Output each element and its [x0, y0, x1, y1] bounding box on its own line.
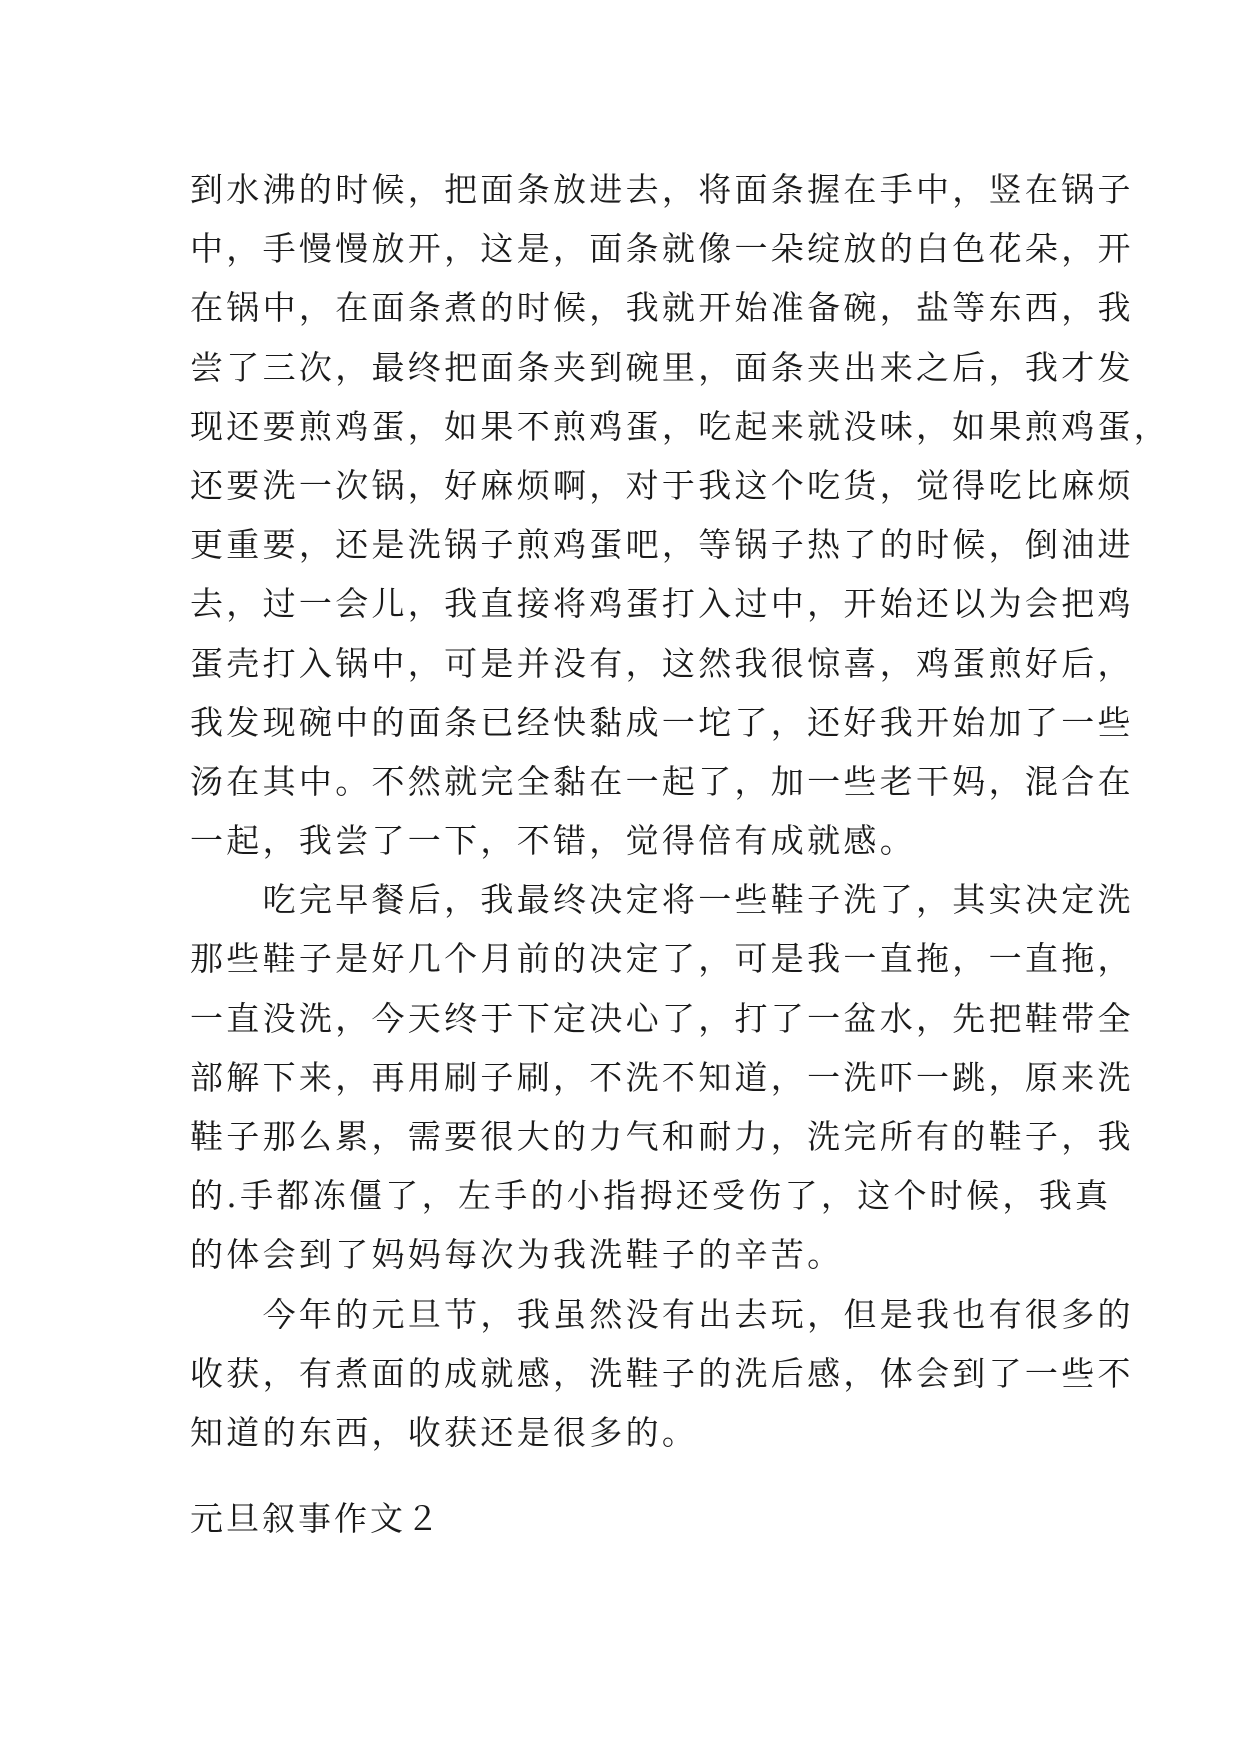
text-line: 今年的元旦节，我虽然没有出去玩，但是我也有很多的: [190, 1294, 1134, 1334]
text-line: 还要洗一次锅，好麻烦啊，对于我这个吃货，觉得吃比麻烦: [190, 465, 1134, 505]
text-line: 鞋子那么累，需要很大的力气和耐力，洗完所有的鞋子，我: [190, 1117, 1134, 1156]
text-line: 的.手都冻僵了，左手的小指拇还受伤了，这个时候，我真: [190, 1176, 1112, 1216]
text-line: 现还要煎鸡蛋，如果不煎鸡蛋，吃起来就没味，如果煎鸡蛋，: [190, 406, 1171, 446]
text-line: 中，手慢慢放开，这是，面条就像一朵绽放的白色花朵，开: [190, 229, 1134, 269]
text-line: 吃完早餐后，我最终决定将一些鞋子洗了，其实决定洗: [190, 880, 1134, 920]
text-line: 到水沸的时候，把面条放进去，将面条握在手中，竖在锅子: [190, 170, 1134, 209]
text-line: 在锅中，在面条煮的时候，我就开始准备碗，盐等东西，我: [190, 288, 1134, 328]
text-line: 部解下来，再用刷子刷，不洗不知道，一洗吓一跳，原来洗: [190, 1057, 1134, 1097]
text-line: 的体会到了妈妈每次为我洗鞋子的辛苦。: [190, 1235, 844, 1275]
text-line: 更重要，还是洗锅子煎鸡蛋吧，等锅子热了的时候，倒油进: [190, 525, 1134, 565]
text-line: 我发现碗中的面条已经快黏成一坨了，还好我开始加了一些: [190, 702, 1134, 742]
text-line: 收获，有煮面的成就感，洗鞋子的洗后感，体会到了一些不: [190, 1353, 1134, 1393]
text-line: 汤在其中。不然就完全黏在一起了，加一些老干妈，混合在: [190, 761, 1134, 801]
text-line: 知道的东西，收获还是很多的。: [190, 1412, 699, 1452]
body-text: [190, 160, 1171, 1462]
text-line: 尝了三次，最终把面条夹到碗里，面条夹出来之后，我才发: [190, 347, 1134, 387]
text-line: 蛋壳打入锅中，可是并没有，这然我很惊喜，鸡蛋煎好后，: [190, 643, 1134, 683]
section-heading: 元旦叙事作文２: [190, 1499, 442, 1538]
text-line: 去，过一会儿，我直接将鸡蛋打入过中，开始还以为会把鸡: [190, 584, 1134, 624]
text-line: 一直没洗，今天终于下定决心了，打了一盆水，先把鞋带全: [190, 998, 1134, 1038]
text-line: 那些鞋子是好几个月前的决定了，可是我一直拖，一直拖，: [190, 939, 1134, 979]
text-line: 一起，我尝了一下，不错，觉得倍有成就感。: [190, 821, 916, 861]
